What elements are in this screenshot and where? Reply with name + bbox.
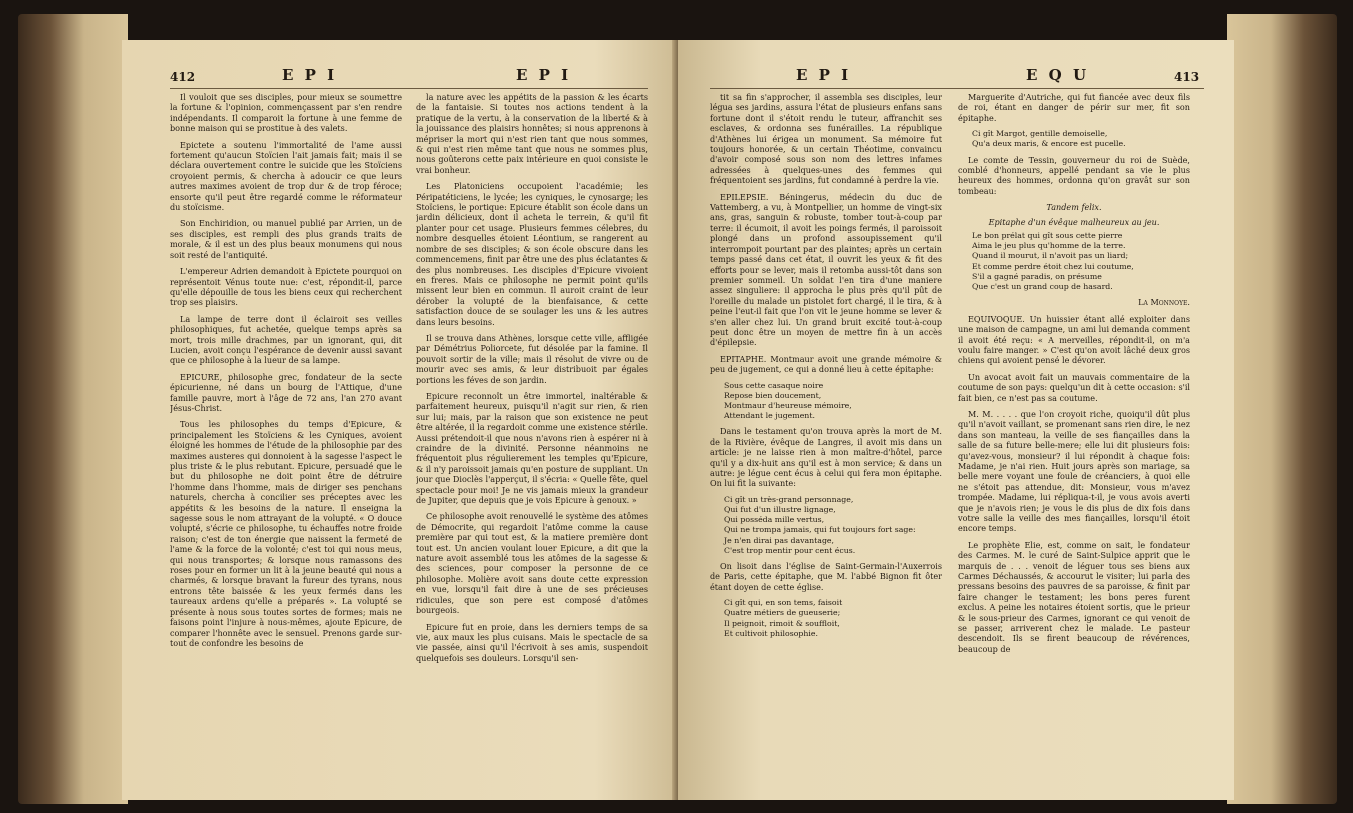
header-rule: [710, 88, 1204, 89]
verse-line: Ci gît qui, en son tems, faisoit: [724, 598, 843, 608]
verse-line: Quand il mourut, il n'avoit pas un liard;: [972, 251, 1129, 261]
verse-block: [724, 598, 942, 639]
verse-line: Qu'a deux maris, & encore est pucelle.: [972, 139, 1126, 149]
paragraph: Tous les philosophes du temps d'Epicure, & principalement les Stoïciens & les Cyniques, avoient éloigné les hommes de l'étude de la philosophie par des maximes austeres qui donnoient à la sagesse l'aspect le plus triste & le plus rebutant. Epicure, persuadé que le but du philosophe ne doit point être de détruire l'homme dans l'homme, mais de diriger ses penchans naturels, chercha à concilier ses préceptes avec les appétits & les besoins de la nature. Il enseigna la sagesse sous le nom attrayant de la volupté. « O douce volupté, s'écrie ce philosophe, tu échauffes notre froide raison; c'est de ton énergie que naissent la fermeté de l'ame & la force de la volonté; c'est toi qui nous meus, qui nous transportes; & lorsque nous ramassons des roses pour en former un lit à la jeune beauté qui nous a charmés, & lorsque bravant la fureur des tyrans, nous entrons tête baissée & les yeux fermés dans les taureaux ardens qu'elle a préparés ». La volupté se présente à nous sous toutes sortes de formes; mais ne faisons point l'injure à nous-mêmes, ajoute Epicure, de comparer l'honnête avec le sensuel. Prenons garde sur-tout de confondre les besoins de: [170, 419, 402, 648]
verse-line: Et cultivoit philosophie.: [724, 628, 819, 638]
paragraph: Ce philosophe avoit renouvellé le système des atômes de Démocrite, qui regardoit l'atôme comme la cause première par qui tout est, & la matiere première dont tout est. Un ancien voulant louer Epicure, a dit que la nature avoit assemblé tous les atômes de la sagesse & des sciences, pour composer la personne de ce philosophe. Molière avoit sans doute cette expression en vue, lorsqu'il fait dire à une de ses précieuses ridicules, que son pere est composé d'atômes bourgeois.: [416, 511, 648, 616]
paragraph: L'empereur Adrien demandoit à Epictete pourquoi on représentoit Vénus toute nue: c'est, répondit-il, parce qu'elle dépouille de tous les biens ceux qui recherchent trop ses plaisirs.: [170, 266, 402, 308]
verse-line: S'il a gagné paradis, on présume: [972, 271, 1102, 281]
paragraph: Son Enchiridion, ou manuel publié par Arrien, un de ses disciples, est rempli des plus grands traits de morale, & il est un des plus beaux monumens qui nous soit resté de l'antiquité.: [170, 218, 402, 260]
paragraph: EPILEPSIE. Béningerus, médecin du duc de Vattemberg, a vu, à Montpellier, un homme de vingt-six ans, gras, sanguin & robuste, tomber tout-à-coup par terre: il écumoit, il avoit les poings fermés, il paroissoit plongé dans un profond assoupissement qu'il interrompoit pourtant par des plaintes; après un certain temps passé dans cet état, il ouvrit les yeux & fit des efforts pour se lever, mais il retomba aussi-tôt dans son premier sommeil. Un soldat l'en tira d'une maniere assez singuliere: il approcha le plus près qu'il pût de l'oreille du malade un pistolet fort chargé, il le tira, & à peine l'eut-il fait que l'on vit le jeune homme se lever & s'en aller chez lui. Un grand bruit excité tout-à-coup peut donc être un moyen de mettre fin à un accès d'épilepsie.: [710, 191, 942, 348]
right-column-2: [958, 92, 1190, 792]
paragraph: EPICURE, philosophe grec, fondateur de la secte épicurienne, né dans un bourg de l'Attique, d'une famille pauvre, mort à l'âge de 72 ans, l'an 270 avant Jésus-Christ.: [170, 371, 402, 413]
left-column-1: [170, 92, 402, 792]
right-column-1: [710, 92, 942, 792]
epitaph-title: Epitaphe d'un évêque malheureux au jeu.: [988, 216, 1160, 227]
paragraph: Il vouloit que ses disciples, pour mieux se soumettre la fortune & l'opinion, commençassent par s'en rendre indépendants. Il comparoit la fortune à une femme de bonne maison qui se prostitue à des valets.: [170, 92, 402, 134]
paragraph: la nature avec les appétits de la passion & les écarts de la fantaisie. Si toutes nos actions tendent à la pratique de la vertu, à la conservation de la liberté & à la jouissance des plaisirs honnêtes; si nous apprenons à mépriser la mort qui n'est rien tant que nous sommes, & qui n'est rien même tant que nous ne sommes plus, nous goûterons cette paix intérieure en quoi consiste le vrai bonheur.: [416, 92, 648, 175]
verse-line: Montmaur d'heureuse mémoire,: [724, 400, 852, 410]
verse-line: Quatre métiers de gueuserie;: [724, 608, 841, 618]
left-column-2: [416, 92, 648, 792]
paragraph: Epictete a soutenu l'immortalité de l'ame aussi fortement qu'aucun Stoïcien l'ait jamais fait; mais il se déclara ouvertement contre le suicide que les Stoïciens croyoient permis, & chercha à adoucir ce que leurs autres maximes avoient de trop dur & de trop féroce; ensorte qu'il peut être regardé comme le réformateur du stoïcisme.: [170, 139, 402, 213]
verse-line: Le bon prélat qui gît sous cette pierre: [972, 231, 1123, 241]
verse-line: Il peignoit, rimoit & souffloit,: [724, 618, 840, 628]
paragraph: On lisoit dans l'église de Saint-Germain-l'Auxerrois de Paris, cette épitaphe, que M. l'abbé Bignon fit ôter étant doyen de cette église.: [710, 561, 942, 592]
left-page: [122, 40, 678, 800]
verse-line: Sous cette casaque noire: [724, 380, 824, 390]
verse-line: Attendant le jugement.: [724, 411, 815, 421]
paragraph: Dans le testament qu'on trouva après la mort de M. de la Rivière, évêque de Langres, il avoit mis dans un article: je ne laisse rien à mon maître-d'hôtel, parce qu'il y a dix-huit ans qu'il est à mon service; & dans un autre: je légue cent écus à celui qui fera mon épitaphe. On lui fit la suivante:: [710, 426, 942, 489]
paragraph: tit sa fin s'approcher, il assembla ses disciples, leur légua ses jardins, assura l'état de plusieurs enfans sans fortune dont il s'étoit rendu le tuteur, affranchit ses esclaves, & ordonna ses funérailles. La république d'Athènes lui érigea un monument. Sa mémoire fut toujours honorée, & un certain Théotime, convaincu d'avoir composé sous son nom des lettres infames adressées à quelques-unes des femmes qui fréquentoient ses jardins, fut condamné à perdre la vie.: [710, 92, 942, 186]
paragraph: Epicure reconnoît un être immortel, inaltérable & parfaitement heureux, puisqu'il n'agit sur rien, & rien sur lui; mais, par la raison que son existence ne peut être altérée, il la regardoit comme une existence stérile. Aussi prétendoit-il que nous n'avons rien à espérer ni à craindre de la divinité. Personne néanmoins ne fréquentoit plus régulierement les temples qu'Epicure, & il n'y paroissoit jamais qu'en posture de suppliant. Un jour que Dioclès l'apperçut, il s'écria: « Quelle fête, quel spectacle pour moi! Je ne vis jamais mieux la grandeur de Jupiter, que depuis que je vois Epicure à genoux. »: [416, 390, 648, 506]
paragraph: EQUIVOQUE. Un huissier étant allé exploiter dans une maison de campagne, un ami lui demanda comment il avoit été reçu: « A merveilles, répondit-il, on m'a voulu faire manger. » C'est qu'on avoit lâché deux gros chiens qui avoient pensé le dévorer.: [958, 313, 1190, 366]
running-header-left-col2: E P I: [516, 66, 572, 84]
inscription-tandem-felix: Tandem felix.: [1046, 202, 1102, 213]
book-edge-right: [1227, 14, 1337, 804]
book-edge-left: [18, 14, 128, 804]
paragraph: EPITAPHE. Montmaur avoit une grande mémoire & peu de jugement, ce qui a donné lieu à cette épitaphe:: [710, 353, 942, 375]
paragraph: Il se trouva dans Athènes, lorsque cette ville, affligée par Démétrius Poliorcete, fut désolée par la famine. Il pouvoit sortir de la ville; mais il résolut de vivre ou de mourir avec ses amis, & leur distribuoit par égales portions les féves de son jardin.: [416, 332, 648, 385]
verse-block: [972, 231, 1190, 292]
paragraph: Epicure fut en proie, dans les derniers temps de sa vie, aux maux les plus cuisans. Mais le spectacle de sa vie passée, ainsi qu'il l'écrivoit à ses amis, suspendoit quelquefois ses douleurs. Lorsqu'il sen-: [416, 621, 648, 663]
signature-la-monnoye: La Monnoye.: [1138, 297, 1190, 308]
verse-line: Ci gît un très-grand personnage,: [724, 494, 854, 504]
header-rule: [170, 88, 648, 89]
verse-line: Je n'en dirai pas davantage,: [724, 535, 835, 545]
verse-block: [972, 129, 1190, 149]
paragraph: Les Platoniciens occupoient l'académie; les Péripatéticiens, le lycée; les cyniques, le cynosarge; les Stoïciens, le portique: Epicure établit son école dans un jardin délicieux, dont il acheta le terrein, & qu'il fit planter pour cet usage. Plusieurs femmes célebres, du nombre desquelles étoient Léontium, se rangerent au nombre de ses disciples; & son école obscure dans les commencemens, finit par être une des plus éclatantes & des plus nombreuses. Les disciples d'Epicure vivoient en freres. Mais ce philosophe ne permit point qu'ils missent leur bien en commun. Il auroit craint de leur dérober la volupté de la bienfaisance, & cette satisfaction douce de se soulager les uns & les autres dans leurs besoins.: [416, 181, 648, 327]
paragraph: M. M. . . . . que l'on croyoit riche, quoiqu'il dût plus qu'il n'avoit vaillant, se promenant sans rien dire, le nez dans son manteau, la veille de ses fiançailles dans la salle de sa future belle-mere; elle lui dit plusieurs fois: qu'avez-vous, monsieur? il lui répondit à chaque fois: Madame, je n'ai rien. Huit jours après son mariage, sa belle mere voyant une foule de créanciers, à quoi elle ne s'étoit pas attendue, dit: Monsieur, vous m'avez trompée. Madame, lui répliqua-t-il, je vous avois averti que je n'avois rien; je vous le dis plus de dix fois dans votre salle la veille des mes fiançailles, lorsqu'il étoit encore temps.: [958, 408, 1190, 534]
page-number-right: 413: [1174, 70, 1200, 84]
verse-line: C'est trop mentir pour cent écus.: [724, 545, 856, 555]
paragraph: Marguerite d'Autriche, qui fut fiancée avec deux fils de roi, étant en danger de périr sur mer, fit son épitaphe.: [958, 92, 1190, 123]
verse-line: Qui posséda mille vertus,: [724, 515, 825, 525]
verse-block: [724, 495, 942, 556]
right-page: [678, 40, 1234, 800]
verse-line: Qui fut d'un illustre lignage,: [724, 505, 836, 515]
paragraph: Un avocat avoit fait un mauvais commentaire de la coutume de son pays: quelqu'un dit à cette occasion: s'il fait bien, ce n'est pas sa coutume.: [958, 371, 1190, 403]
verse-block: [724, 381, 942, 422]
verse-line: Repose bien doucement,: [724, 390, 822, 400]
page-number-left: 412: [170, 70, 196, 84]
paragraph: Le comte de Tessin, gouverneur du roi de Suède, comblé d'honneurs, appellé pendant sa vie le plus heureux des hommes, ordonna qu'on gravât sur son tombeau:: [958, 154, 1190, 196]
verse-line: Aima le jeu plus qu'homme de la terre.: [972, 241, 1126, 251]
verse-line: Ci gît Margot, gentille demoiselle,: [972, 129, 1108, 139]
running-header-right-col1: E P I: [796, 66, 852, 84]
running-header-left-col1: E P I: [282, 66, 338, 84]
verse-line: Et comme perdre étoit chez lui coutume,: [972, 261, 1134, 271]
running-header-right-col2: E Q U: [1026, 66, 1090, 84]
verse-line: Qui ne trompa jamais, qui fut toujours fort sage:: [724, 525, 916, 535]
paragraph: Le prophète Elie, est, comme on sait, le fondateur des Carmes. M. le curé de Saint-Sulpice apprit que le marquis de . . . venoit de léguer tous ses biens aux Carmes Déchaussés, & accourut le visiter; lui parla des pressans besoins des pauvres de sa paroisse, & finit par faire changer le testament; les bons peres furent exclus. A peine les notaires étoient sortis, que le prieur & le sous-prieur des Carmes, ignorant ce qui venoit de se passer, arriverent chez le malade. Le pasteur descendoit. Ils se firent beaucoup de révérences, beaucoup de: [958, 539, 1190, 654]
paragraph: La lampe de terre dont il éclairoit ses veilles philosophiques, fut achetée, quelque temps après sa mort, trois mille drachmes, par un ignorant, qui, dit Lucien, avoit conçu l'espérance de devenir aussi savant que ce philosophe à la lueur de sa lampe.: [170, 313, 402, 366]
verse-line: Que c'est un grand coup de hasard.: [972, 282, 1113, 292]
